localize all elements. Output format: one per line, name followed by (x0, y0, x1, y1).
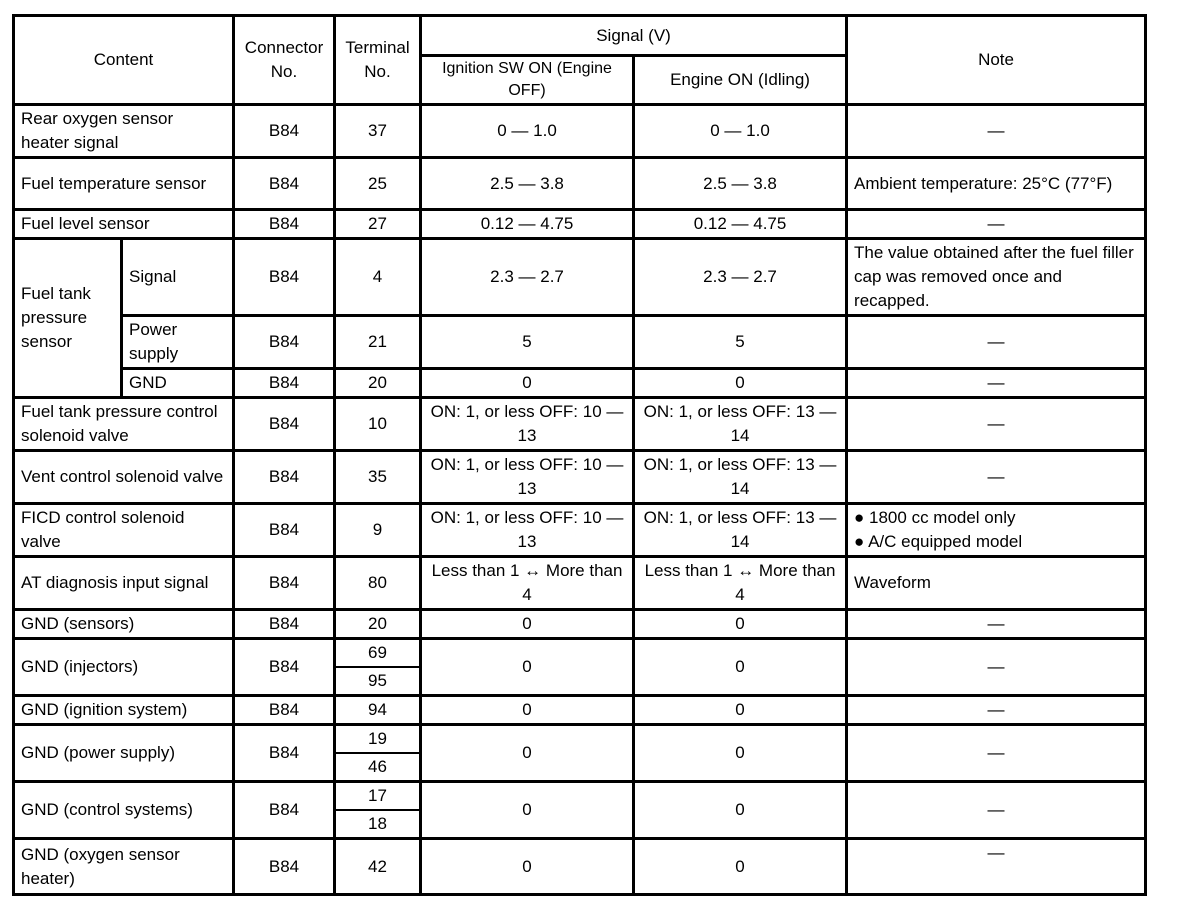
row-connector: B84 (234, 210, 335, 239)
table-row (14, 639, 1146, 668)
row-content: AT diagnosis input signal (14, 557, 234, 610)
row-engine-value: 2.3 — 2.7 (634, 239, 847, 316)
row-engine-value: 2.5 — 3.8 (634, 158, 847, 210)
note-bullet-1800cc: ● 1800 cc model only (854, 508, 1016, 527)
row-engine-value: 0.12 — 4.75 (634, 210, 847, 239)
row-ignition-value: 0 (421, 782, 634, 839)
row-note: — (847, 451, 1146, 504)
row-engine-value: 0 (634, 610, 847, 639)
row-group-label: Fuel tank pressure sensor (14, 239, 122, 398)
row-ignition-value: 2.3 — 2.7 (421, 239, 634, 316)
row-content: GND (injectors) (14, 639, 234, 696)
signal-table (12, 14, 1147, 896)
row-connector: B84 (234, 239, 335, 316)
row-engine-value: 0 (634, 696, 847, 725)
row-connector: B84 (234, 398, 335, 451)
row-note-bullets (847, 504, 1146, 557)
row-ignition-value: 0.12 — 4.75 (421, 210, 634, 239)
row-connector: B84 (234, 696, 335, 725)
row-engine-value: Less than 1 ↔ More than 4 (634, 557, 847, 610)
row-connector: B84 (234, 782, 335, 839)
row-terminal: 25 (335, 158, 421, 210)
row-content: Fuel temperature sensor (14, 158, 234, 210)
row-note: — (847, 210, 1146, 239)
row-note: Waveform (847, 557, 1146, 610)
row-terminal: 4 (335, 239, 421, 316)
row-terminal: 17 (335, 782, 421, 811)
row-connector: B84 (234, 639, 335, 696)
row-engine-value: 0 (634, 639, 847, 696)
table-row (14, 369, 1146, 398)
row-engine-value: ON: 1, or less OFF: 13 — 14 (634, 398, 847, 451)
table-row (14, 725, 1146, 754)
row-ignition-value: ON: 1, or less OFF: 10 — 13 (421, 398, 634, 451)
row-terminal: 80 (335, 557, 421, 610)
row-note: The value obtained after the fuel filler cap was removed once and recapped. (847, 239, 1146, 316)
row-note: — (847, 369, 1146, 398)
row-content: FICD control solenoid valve (14, 504, 234, 557)
row-terminal: 95 (335, 667, 421, 696)
row-engine-value: 0 (634, 369, 847, 398)
row-terminal: 20 (335, 369, 421, 398)
row-ignition-value: 0 (421, 839, 634, 895)
row-note: — (847, 610, 1146, 639)
table-row (14, 316, 1146, 369)
header-note: Note (847, 16, 1146, 105)
table-row (14, 696, 1146, 725)
row-ignition-value: 0 (421, 639, 634, 696)
row-terminal: 19 (335, 725, 421, 754)
table-row (14, 504, 1146, 557)
row-terminal: 18 (335, 810, 421, 839)
row-terminal: 10 (335, 398, 421, 451)
row-engine-value: 5 (634, 316, 847, 369)
header-content: Content (14, 16, 234, 105)
row-connector: B84 (234, 725, 335, 782)
table-row (14, 557, 1146, 610)
row-connector: B84 (234, 839, 335, 895)
row-terminal: 42 (335, 839, 421, 895)
header-engine-on: Engine ON (Idling) (634, 56, 847, 105)
row-ignition-value: Less than 1 ↔ More than 4 (421, 557, 634, 610)
row-terminal: 9 (335, 504, 421, 557)
table-row (14, 239, 1146, 316)
row-engine-value: 0 (634, 725, 847, 782)
row-ignition-value: ON: 1, or less OFF: 10 — 13 (421, 504, 634, 557)
row-terminal: 20 (335, 610, 421, 639)
row-connector: B84 (234, 504, 335, 557)
row-note: — (847, 639, 1146, 696)
row-content: GND (control systems) (14, 782, 234, 839)
header-row (14, 16, 1146, 56)
row-content: Rear oxygen sensor heater signal (14, 105, 234, 158)
row-terminal: 46 (335, 753, 421, 782)
row-note: — (847, 696, 1146, 725)
table-row (14, 610, 1146, 639)
row-ignition-value: ON: 1, or less OFF: 10 — 13 (421, 451, 634, 504)
row-note: — (847, 105, 1146, 158)
row-terminal: 94 (335, 696, 421, 725)
row-note: — (847, 782, 1146, 839)
row-note: — (847, 316, 1146, 369)
row-connector: B84 (234, 316, 335, 369)
row-terminal: 37 (335, 105, 421, 158)
row-ignition-value: 0 (421, 696, 634, 725)
row-ignition-value: 0 — 1.0 (421, 105, 634, 158)
row-content: GND (ignition system) (14, 696, 234, 725)
row-connector: B84 (234, 610, 335, 639)
table-row (14, 839, 1146, 895)
row-ignition-value: 0 (421, 369, 634, 398)
table-row (14, 105, 1146, 158)
row-connector: B84 (234, 369, 335, 398)
row-engine-value: 0 (634, 782, 847, 839)
row-terminal: 21 (335, 316, 421, 369)
row-note: Ambient temperature: 25°C (77°F) (847, 158, 1146, 210)
table-row (14, 398, 1146, 451)
note-bullet-ac: ● A/C equipped model (854, 532, 1023, 551)
row-content: Fuel level sensor (14, 210, 234, 239)
header-terminal: Terminal No. (335, 16, 421, 105)
row-content: Vent control solenoid valve (14, 451, 234, 504)
row-note: — (847, 725, 1146, 782)
row-note: — (847, 839, 1146, 895)
row-ignition-value: 5 (421, 316, 634, 369)
row-ignition-value: 2.5 — 3.8 (421, 158, 634, 210)
row-ignition-value: 0 (421, 610, 634, 639)
table-row (14, 210, 1146, 239)
row-terminal: 35 (335, 451, 421, 504)
row-engine-value: ON: 1, or less OFF: 13 — 14 (634, 451, 847, 504)
row-connector: B84 (234, 451, 335, 504)
row-connector: B84 (234, 158, 335, 210)
table-row (14, 158, 1146, 210)
row-content: GND (power supply) (14, 725, 234, 782)
row-content: Fuel tank pressure control solenoid valve (14, 398, 234, 451)
header-ignition-on: Ignition SW ON (Engine OFF) (421, 56, 634, 105)
table-row (14, 782, 1146, 811)
row-content: Signal (122, 239, 234, 316)
row-connector: B84 (234, 105, 335, 158)
row-content: GND (sensors) (14, 610, 234, 639)
row-engine-value: 0 — 1.0 (634, 105, 847, 158)
row-content: Power supply (122, 316, 234, 369)
row-engine-value: 0 (634, 839, 847, 895)
row-content: GND (oxygen sensor heater) (14, 839, 234, 895)
header-signal: Signal (V) (421, 16, 847, 56)
row-terminal: 27 (335, 210, 421, 239)
row-content: GND (122, 369, 234, 398)
row-ignition-value: 0 (421, 725, 634, 782)
row-note: — (847, 398, 1146, 451)
row-terminal: 69 (335, 639, 421, 668)
header-connector: Connector No. (234, 16, 335, 105)
row-engine-value: ON: 1, or less OFF: 13 — 14 (634, 504, 847, 557)
table-row (14, 451, 1146, 504)
row-connector: B84 (234, 557, 335, 610)
